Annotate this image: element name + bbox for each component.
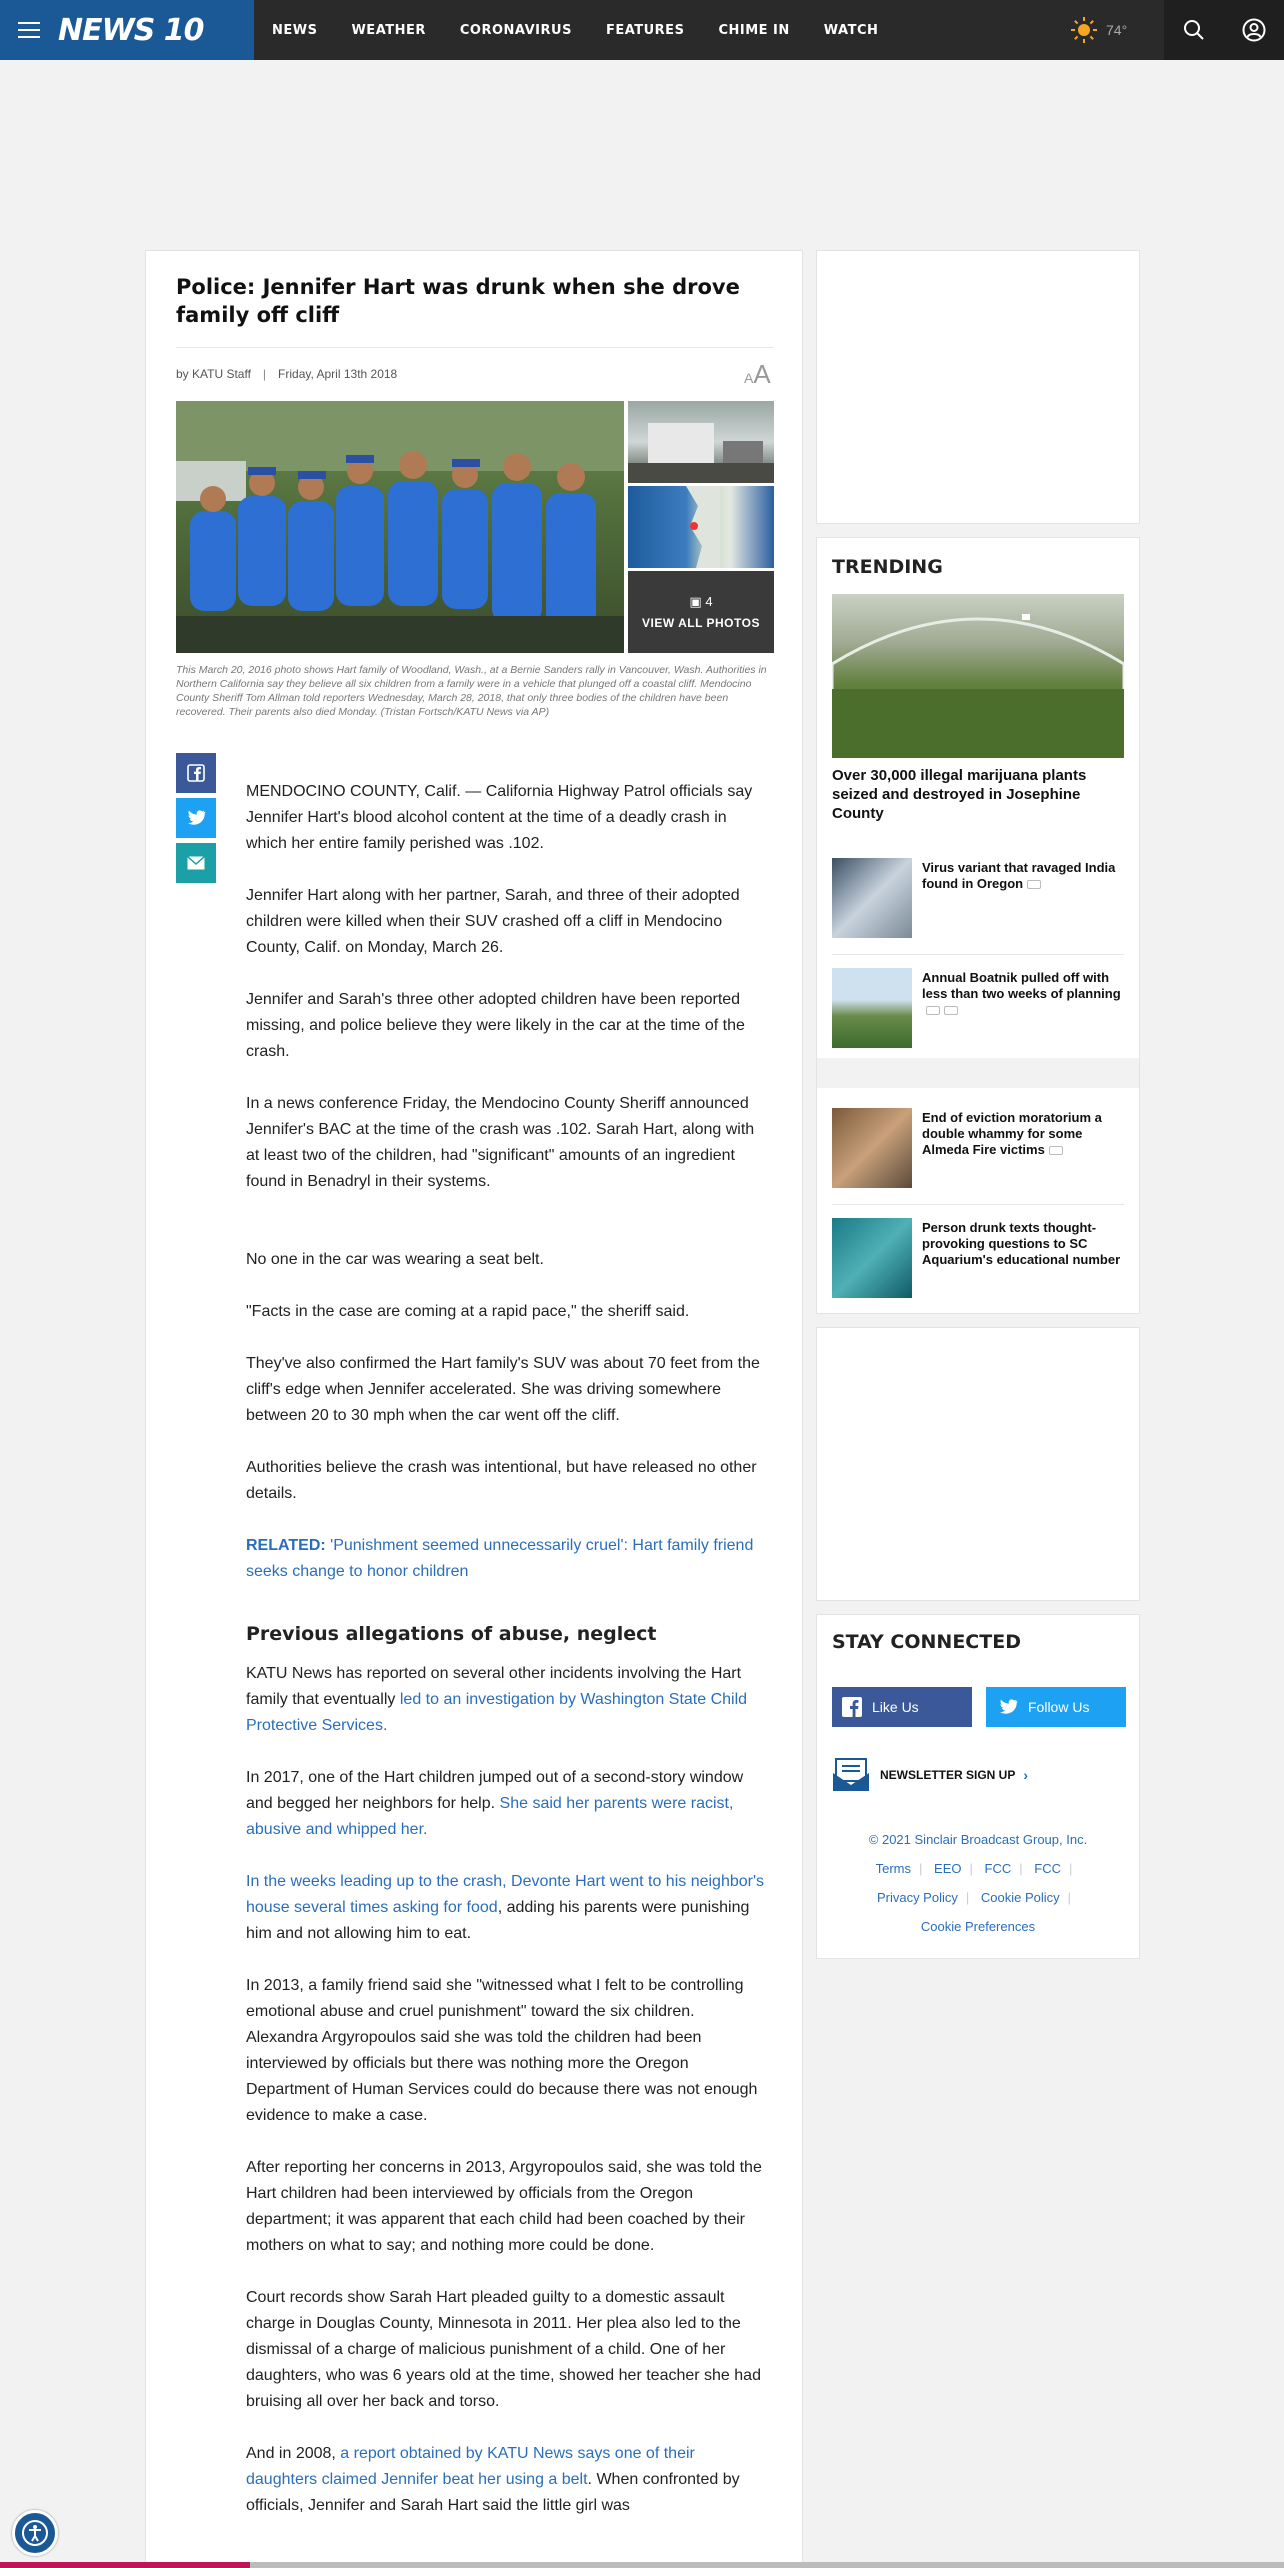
weather-widget[interactable]	[1070, 0, 1127, 60]
trending-item[interactable]	[832, 968, 1124, 1048]
video-icon	[1027, 880, 1041, 889]
search-button[interactable]	[1164, 0, 1224, 60]
image-icon	[944, 1006, 958, 1015]
gallery-thumb-2[interactable]	[628, 486, 774, 568]
spacer	[817, 1058, 1139, 1088]
thumb-scene	[628, 401, 774, 483]
devonte-food-link[interactable]: In the weeks leading up to the crash, Devonte Hart went to his neighbor's house several times asking for food	[246, 1873, 765, 1916]
view-all-photos-button[interactable]	[628, 571, 774, 653]
paragraph: In a news conference Friday, the Mendocino County Sheriff announced Jennifer's BAC at the time of the crash was .102. Sarah Hart, along with at least two of the children, had "significant" amounts of an ingredient found in Benadryl in their systems.	[246, 1095, 755, 1190]
gallery-thumb-1[interactable]	[628, 401, 774, 483]
facebook-like-button[interactable]	[832, 1687, 972, 1727]
logo-block[interactable]	[0, 0, 254, 60]
stay-connected-panel	[816, 1614, 1140, 1959]
facebook-icon	[842, 1697, 862, 1717]
trending-panel	[816, 537, 1140, 1314]
ad-slot-top	[816, 250, 1140, 524]
article-headline: Police: Jennifer Hart was drunk when she drove family off cliff	[176, 275, 740, 327]
site-header	[0, 0, 1284, 60]
paragraph: MENDOCINO COUNTY, Calif. — California Highway Patrol officials say Jennifer Hart's blood alcohol content at the time of a deadly crash in which her entire family perished was .102.	[246, 783, 753, 852]
paragraph: They've also confirmed the Hart family's SUV was about 70 feet from the cliff's edge when Jennifer accelerated. She was driving somewhere between 20 to 30 mph when the car went off the cliff.	[246, 1355, 760, 1424]
ad-slot-bottom	[816, 1327, 1140, 1601]
paragraph-text: And in 2008,	[246, 2445, 341, 2462]
footer-link-fcc[interactable]: FCC	[984, 1861, 1012, 1876]
section-subhead: Previous allegations of abuse, neglect	[246, 1623, 657, 1645]
paragraph: Jennifer Hart along with her partner, Sarah, and three of their adopted children were killed when their SUV crashed off a cliff in Mendocino County, Calif. on Monday, March 26.	[246, 887, 740, 956]
footer-link-cookie-policy[interactable]: Cookie Policy	[980, 1890, 1060, 1905]
sun-icon	[1070, 16, 1098, 44]
paragraph: After reporting her concerns in 2013, Argyropoulos said, she was told the Hart children had been interviewed by officials from the Oregon department; it was apparent that each child had been coached by their mothers on what to say; and nothing more could be done.	[246, 2159, 762, 2254]
menu-icon[interactable]	[0, 0, 58, 60]
thumb-map	[628, 486, 774, 568]
nav-chime-in[interactable]: CHIME IN	[718, 22, 790, 38]
facebook-icon	[187, 764, 205, 782]
family-photo	[176, 401, 624, 653]
paragraph: "Facts in the case are coming at a rapid pace," the sheriff said.	[246, 1303, 690, 1320]
trending-item-title: Annual Boatnik pulled off with less than two weeks of planning	[922, 970, 1126, 1018]
trending-item-title: Person drunk texts thought-provoking questions to SC Aquarium's educational number	[922, 1220, 1121, 1267]
paragraph-text: , adding his parents were punishing him and not allowing him to eat.	[246, 1899, 750, 1942]
image-icon: ▣	[689, 594, 702, 609]
photo-gallery[interactable]	[176, 401, 774, 653]
twitter-icon	[186, 809, 206, 827]
footer-links: © 2021 Sinclair Broadcast Group, Inc. Terms | EEO | FCC | FCC | Privacy Policy | Cookie Policy | Cookie Preferences	[817, 1825, 1139, 1941]
paragraph	[246, 1661, 766, 1739]
follow-label: Follow Us	[1028, 1699, 1090, 1715]
author: by KATU Staff	[176, 367, 251, 381]
trending-hero-title[interactable]: Over 30,000 illegal marijuana plants seized and destroyed in Josephine County	[832, 767, 1087, 822]
related-paragraph	[246, 1533, 766, 1585]
accessibility-icon	[21, 2519, 49, 2547]
paragraph	[246, 1869, 766, 1947]
trending-item[interactable]	[832, 1108, 1124, 1188]
footer-link-eeo[interactable]: EEO	[934, 1861, 962, 1876]
paragraph-text: KATU News has reported on several other incidents involving the Hart family that eventually	[246, 1665, 742, 1708]
trending-thumb	[832, 1108, 912, 1188]
paragraph: Authorities believe the crash was intentional, but have released no other details.	[246, 1459, 757, 1502]
trending-hero-image[interactable]	[832, 594, 1124, 758]
nav-features[interactable]: FEATURES	[605, 22, 685, 38]
trending-thumb	[832, 1218, 912, 1298]
paragraph: Court records show Sarah Hart pleaded guilty to a domestic assault charge in Douglas County, Minnesota in 2011. Her plea also led to the dismissal of a charge of malicious punishment of a child. One of her daughters, who was 6 years old at the time, showed her teacher she had bruising all over her back and torso.	[246, 2289, 761, 2410]
user-icon	[1242, 18, 1266, 42]
trending-thumb	[832, 858, 912, 938]
cps-investigation-link[interactable]: led to an investigation by Washington State Child Protective Services.	[246, 1691, 748, 1734]
nav-watch[interactable]: WATCH	[823, 22, 879, 38]
trending-item[interactable]	[832, 858, 1124, 938]
text-size-button[interactable]: AA	[744, 359, 771, 389]
nav-coronavirus[interactable]: CORONAVIRUS	[459, 22, 572, 38]
nav-weather[interactable]: WEATHER	[351, 22, 426, 38]
paragraph	[246, 1765, 766, 1843]
like-label: Like Us	[872, 1699, 919, 1715]
nav-news[interactable]: NEWS	[272, 22, 318, 38]
photo-count: 4	[705, 594, 713, 609]
newsletter-icon	[832, 1757, 872, 1793]
main-photo[interactable]	[176, 401, 624, 653]
scroll-progress-bar	[0, 2562, 1284, 2568]
video-icon	[926, 1006, 940, 1015]
stay-connected-title: STAY CONNECTED	[832, 1631, 1021, 1653]
newsletter-signup-link[interactable]	[832, 1757, 1028, 1793]
footer-link-cookie-preferences[interactable]: Cookie Preferences	[920, 1919, 1036, 1934]
paragraph: In 2013, a family friend said she "witnessed what I felt to be controlling emotional abuse and cruel punishment" toward the six children. Alexandra Argyropoulos said she was told the children had been interviewed by officials but there was nothing more the Oregon Department of Human Services could do because there was not enough evidence to make a case.	[246, 1977, 758, 2124]
photo-caption: This March 20, 2016 photo shows Hart family of Woodland, Wash., at a Bernie Sanders rally in Vancouver, Wash. Authorities in Northern California say they believe all six children from a family were in a vehicle that plunged off a coastal cliff. Mendocino County Sheriff Tom Allman told reporters Wednesday, March 28, 2018, that only three bodies of the children have been recovered. Their parents also died Monday. (Tristan Fortsch/KATU News via AP)	[176, 664, 767, 718]
accessibility-button[interactable]	[12, 2510, 58, 2556]
site-logo[interactable]: NEWS 10	[58, 12, 204, 48]
trending-item[interactable]	[832, 1218, 1124, 1298]
twitter-icon	[998, 1698, 1018, 1716]
byline: by KATU Staff | Friday, April 13th 2018	[176, 367, 398, 381]
abuse-claim-link[interactable]: She said her parents were racist, abusive and whipped her.	[246, 1795, 734, 1838]
paragraph: Jennifer and Sarah's three other adopted children have been reported missing, and police believe they were likely in the car at the time of the crash.	[246, 991, 745, 1060]
divider	[176, 347, 774, 348]
search-icon	[1183, 19, 1205, 41]
image-icon	[1049, 1146, 1063, 1155]
belt-report-link[interactable]: a report obtained by KATU News says one of their daughters claimed Jennifer beat her using a belt	[246, 2445, 695, 2488]
account-button[interactable]	[1224, 0, 1284, 60]
article-body	[246, 779, 766, 2545]
trending-item-title: Virus variant that ravaged India found in Oregon	[922, 860, 1116, 891]
paragraph: No one in the car was wearing a seat belt.	[246, 1251, 544, 1268]
paragraph	[246, 2441, 766, 2519]
main-nav	[272, 0, 912, 60]
newsletter-label: NEWSLETTER SIGN UP	[880, 1768, 1016, 1782]
share-email-button[interactable]	[176, 843, 216, 883]
publish-date: Friday, April 13th 2018	[278, 367, 398, 381]
article-card	[145, 250, 803, 2568]
footer-link-terms[interactable]: Terms	[875, 1861, 912, 1876]
copyright-link[interactable]: © 2021 Sinclair Broadcast Group, Inc.	[868, 1832, 1088, 1847]
weather-temp: 74°	[1106, 22, 1128, 38]
trending-title: TRENDING	[832, 556, 943, 578]
paragraph-text: In 2017, one of the Hart children jumped out of a second-story window and begged her neighbors for help.	[246, 1769, 744, 1812]
related-label: RELATED:	[246, 1537, 326, 1554]
footer-link-fcc-2[interactable]: FCC	[1034, 1861, 1061, 1876]
twitter-follow-button[interactable]	[986, 1687, 1126, 1727]
view-all-photos-label: VIEW ALL PHOTOS	[642, 616, 760, 630]
chevron-right-icon: ›	[1023, 1767, 1029, 1783]
trending-item-title: End of eviction moratorium a double whammy for some Almeda Fire victims	[922, 1110, 1102, 1157]
related-link[interactable]: 'Punishment seemed unnecessarily cruel': Hart family friend seeks change to honor children	[246, 1537, 754, 1580]
share-facebook-button[interactable]	[176, 753, 216, 793]
paragraph-text: . When confronted by officials, Jennifer and Sarah Hart said the little girl was	[246, 2471, 740, 2514]
greenhouse-photo	[832, 594, 1124, 758]
share-twitter-button[interactable]	[176, 798, 216, 838]
email-icon	[187, 856, 205, 870]
trending-thumb	[832, 968, 912, 1048]
footer-link-privacy[interactable]: Privacy Policy	[876, 1890, 958, 1905]
